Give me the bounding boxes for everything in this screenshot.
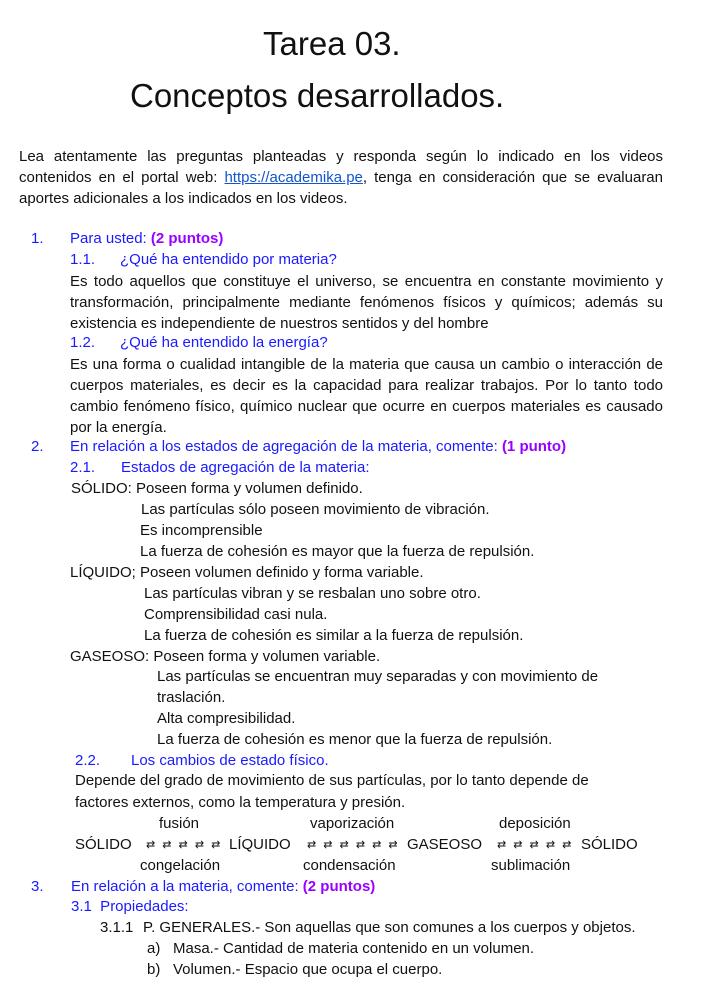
gaseoso-heading: GASEOSO: Poseen forma y volumen variable. xyxy=(70,648,381,665)
liquido-line-1: Las partículas vibran y se resbalan uno sobre otro. xyxy=(144,585,481,602)
q3-1-1-number: 3.1.1 xyxy=(100,919,134,936)
q1-1-number: 1.1. xyxy=(70,251,96,268)
item-a-marker: a) xyxy=(147,940,161,957)
item-b-marker: b) xyxy=(147,961,161,978)
q3-number: 3. xyxy=(31,878,44,895)
arrows-gaseoso-solido: ⇄ ⇄ ⇄ ⇄ ⇄ xyxy=(497,839,574,851)
q2-1-title: Estados de agregación de la materia: xyxy=(121,459,370,476)
state-solido-1: SÓLIDO xyxy=(75,836,132,853)
state-solido-2: SÓLIDO xyxy=(581,836,638,853)
title-line-1: Tarea 03. xyxy=(263,25,401,62)
q1-label: Para usted: xyxy=(70,230,151,247)
label-sublimacion: sublimación xyxy=(491,857,571,874)
solido-line-2: Es incomprensible xyxy=(140,522,263,539)
q1-number: 1. xyxy=(31,230,44,247)
item-b-text: Volumen.- Espacio que ocupa el cuerpo. xyxy=(173,961,443,978)
q1-2-number: 1.2. xyxy=(70,334,96,351)
q1-2-answer: Es una forma o cualidad intangible de la materia que causa un cambio o interacción de cuerpos materiales, es decir es la capacidad para realizar trabajos. Por lo tanto todo cambio fenómeno físico, químico nuclear que ocurre en cuerpos materiales es causado por la energía. xyxy=(70,356,663,436)
arrows-liquido-gaseoso: ⇄ ⇄ ⇄ ⇄ ⇄ ⇄ xyxy=(307,839,400,851)
solido-heading: SÓLIDO: Poseen forma y volumen definido. xyxy=(71,480,363,497)
gaseoso-line-3: La fuerza de cohesión es menor que la fuerza de repulsión. xyxy=(157,731,553,748)
q2-points: (1 punto) xyxy=(501,438,567,455)
gaseoso-line-1b: traslación. xyxy=(157,689,226,706)
q1-1-title: ¿Qué ha entendido por materia? xyxy=(120,251,337,268)
q2-1-number: 2.1. xyxy=(70,459,96,476)
q2-2-line-2: factores externos, como la temperatura y presión. xyxy=(75,794,406,811)
q3-1-1-text: P. GENERALES.- Son aquellas que son comunes a los cuerpos y objetos. xyxy=(143,919,636,936)
q3-1-title: 3.1 Propiedades: xyxy=(71,898,189,915)
arrows-solido-liquido: ⇄ ⇄ ⇄ ⇄ ⇄ xyxy=(146,839,223,851)
q2-2-line-1: Depende del grado de movimiento de sus partículas, por lo tanto depende de xyxy=(75,772,589,789)
label-deposicion: deposición xyxy=(499,815,571,832)
gaseoso-line-1a: Las partículas se encuentran muy separadas y con movimiento de xyxy=(157,668,599,685)
q3-points: (2 puntos) xyxy=(302,878,376,895)
item-a-text: Masa.- Cantidad de materia contenido en un volumen. xyxy=(173,940,535,957)
intro-paragraph xyxy=(19,146,663,209)
intro-text-before: Lea atentamente las preguntas planteadas y responda según lo indicado en los videos contenidos en el portal web: xyxy=(19,148,663,186)
state-gaseoso: GASEOSO xyxy=(407,836,483,853)
intro-text-after: , tenga en consideración que se evaluaran aportes adicionales a los indicados en los videos. xyxy=(19,169,663,207)
q1-1-answer: Es todo aquellos que constituye el universo, se encuentra en constante movimiento y transformación, principalmente mediante fenómenos físicos y químicos; además su existencia es independiente de nuestros sentidos y del hombre xyxy=(70,273,663,332)
q2-2-title: Los cambios de estado físico. xyxy=(131,752,329,769)
q2-label: En relación a los estados de agregación de la materia, comente: xyxy=(70,438,502,455)
gaseoso-line-2: Alta compresibilidad. xyxy=(157,710,296,727)
academika-link[interactable]: https://academika.pe xyxy=(224,169,363,186)
label-fusion: fusión xyxy=(159,815,200,832)
q1-2-title: ¿Qué ha entendido la energía? xyxy=(120,334,328,351)
label-congelacion: congelación xyxy=(140,857,221,874)
liquido-line-2: Comprensibilidad casi nula. xyxy=(144,606,328,623)
title-line-2: Conceptos desarrollados. xyxy=(130,77,505,114)
q3-heading xyxy=(71,877,375,897)
liquido-line-3: La fuerza de cohesión es similar a la fuerza de repulsión. xyxy=(144,627,524,644)
label-vaporizacion: vaporización xyxy=(310,815,395,832)
label-condensacion: condensación xyxy=(303,857,396,874)
q2-heading xyxy=(70,437,566,457)
q1-points: (2 puntos) xyxy=(150,230,224,247)
q3-label: En relación a la materia, comente: xyxy=(71,878,303,895)
q2-number: 2. xyxy=(31,438,44,455)
solido-line-1: Las partículas sólo poseen movimiento de vibración. xyxy=(141,501,490,518)
liquido-heading: LÍQUIDO; Poseen volumen definido y forma variable. xyxy=(70,564,424,581)
state-liquido: LÍQUIDO xyxy=(229,836,291,853)
q2-2-number: 2.2. xyxy=(75,752,101,769)
q1-heading xyxy=(70,229,223,249)
solido-line-3: La fuerza de cohesión es mayor que la fuerza de repulsión. xyxy=(140,543,535,560)
